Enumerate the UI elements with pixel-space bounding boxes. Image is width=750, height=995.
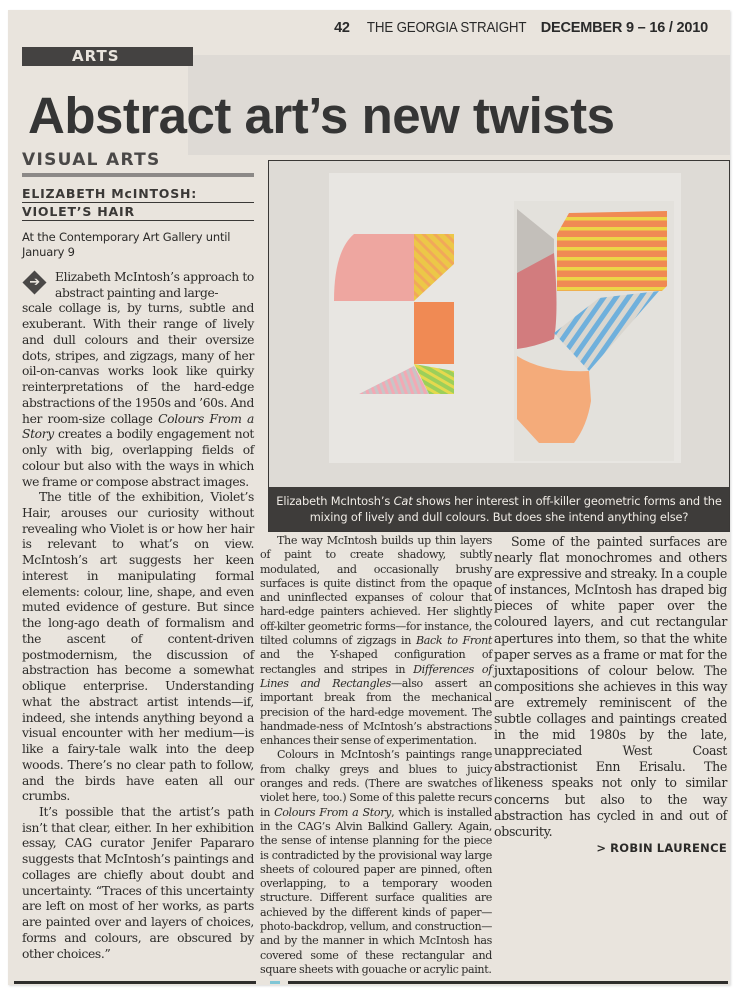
paragraph-1	[22, 270, 254, 490]
column-1	[22, 150, 254, 962]
orange-yellow-striped-block	[557, 211, 667, 291]
exhibition-venue: At the Contemporary Art Gallery until January 9	[22, 230, 231, 259]
exhibition-title	[22, 185, 254, 221]
publication-name: THE GEORGIA STRAIGHT	[366, 20, 526, 36]
caption-text-start: Elizabeth McIntosh’s	[276, 494, 394, 508]
paragraph-1-text: scale collage is, by turns, subtle and exuberant. With their range of lively and dull colours and their oversize dots, stripes, and zigzags, many of her oil-on-canvas works look like quirky reinterpretations of the hard-edge abstractions of the 1950s and ’60s. And her room-size collage	[22, 301, 254, 426]
paragraph-5-text-a: Colours in McIntosh’s paintings range from chalky greys and blues to juicy oranges and reds. (There are swatches of violet here, too.) Some of this palette recurs in	[260, 748, 492, 819]
artwork-cat-image	[269, 161, 729, 487]
caption-text-end: shows her interest in off-killer geometric forms and the mixing of lively and dull colours. But does she intend anything else?	[309, 494, 722, 524]
artwork-title: Colours From a Story	[274, 805, 392, 819]
caption-artwork-title: Cat	[393, 494, 413, 508]
paragraph-1-lead: Elizabeth McIntosh’s approach to abstract painting and large-	[55, 270, 254, 300]
paragraph-6: Some of the painted surfaces are nearly flat monochromes and others are expressive and streaky. In a couple of instances, McIntosh has draped big pieces of white paper over the coloured layers, and cut rectangular apertures into them, so that the white paper serves as a frame or mat for the juxtapositions of colour below. The compositions she achieves in this way are extremely reminiscent of the subtle collages and paintings created in the mid 1980s by the late, unappreciated West Coast abstractionist Enn Erisalu. The likeness speaks not only to similar concerns but also to the way abstraction has cycled in and out of obscurity.	[494, 534, 727, 839]
column-label: VISUAL ARTS	[22, 150, 254, 177]
paragraph-4-text-b: and the Y-shaped configuration of rectangles and stripes in	[260, 648, 492, 676]
headline: Abstract art’s new twists	[28, 87, 615, 144]
artwork-title: Colours From a Story	[22, 411, 254, 442]
byline: > ROBIN LAURENCE	[596, 840, 727, 855]
artwork-title: Back to Front	[415, 634, 492, 648]
exhibition-title-line-1: ELIZABETH McINTOSH:	[22, 185, 254, 203]
photo-caption	[269, 487, 729, 531]
bottom-accent	[270, 981, 280, 984]
arrow-right-diamond-icon: ➔	[22, 270, 46, 294]
artwork-title: Differences of Lines and Rectangles	[260, 662, 492, 690]
paragraph-1-end: creates a bodily engagement not only with big, overlapping fields of colour but also with the ways in which we frame or compose abstract images.	[22, 427, 254, 489]
artwork-photo	[268, 160, 730, 532]
issue-date: DECEMBER 9 – 16 / 2010	[540, 20, 708, 36]
masthead	[334, 20, 708, 36]
paragraph-4-text-c: —also assert an important break from the mechanical precision of the hard-edge movement. The handmade-ness of McIntosh’s abstractions enhances their sense of experimentation.	[260, 676, 492, 748]
paragraph-5-text-b: , which is installed in the CAG’s Alvin Balkind Gallery. Again, the sense of intense planning for the piece is contradicted by the provisional way large sheets of coloured paper are pinned, often overlapping, to a temporary wooden structure. Different surface qualities are achieved by the different kinds of paper—photo-backdrop, vellum, and construction—and by the manner in which McIntosh has covered some of these rectangular and square sheets with gouache or acrylic paint.	[260, 805, 492, 976]
section-tab-label: ARTS	[72, 47, 120, 65]
exhibition-title-line-2: VIOLET’S HAIR	[22, 203, 254, 221]
section-tab	[22, 47, 193, 66]
newspaper-page	[8, 10, 730, 985]
article-body-col2	[260, 534, 492, 977]
paragraph-3: It’s possible that the artist’s path isn’t that clear, either. In her exhibition essay, CAG curator Jenifer Papararo suggests that McIntosh’s paintings and collages are chiefly about doubt and uncertainty. “Traces of this uncertainty are left on most of her works, as parts are painted over and layers of choices, forms and colours, are obscured by other choices.”	[22, 804, 254, 961]
paragraph-4-text-a: The way McIntosh builds up thin layers of paint to create shadowy, subtly modulated, and occasionally brushy surfaces is quite distinct from the opaque and uninflected expanses of colour that hard-edge painters achieved. Her slightly off-kilter geometric forms—for instance, the tilted columns of zigzags in	[260, 534, 492, 648]
bottom-rule	[288, 981, 728, 984]
article-body-col3	[494, 534, 727, 856]
orange-square	[414, 302, 454, 364]
paragraph-4	[260, 534, 492, 748]
paragraph-2: The title of the exhibition, Violet’s Hair, arouses our curiosity without revealing who Violet is or how her hair is relevant to what’s on view. McIntosh’s art suggests her keen interest in manipulating formal elements: colour, line, shape, and even muted evidence of gesture. But since the long-ago death of formalism and the ascent of content-driven postmodernism, the discussion of abstraction has become a somewhat oblique enterprise. Understanding what the abstract artist intends—if, indeed, she intends anything beyond a visual encounter with her medium—is like a fairy-tale walk into the deep woods. There’s no clear path to follow, and the birds have eaten all our crumbs.	[22, 490, 254, 804]
paragraph-5	[260, 748, 492, 977]
page-number: 42	[334, 20, 350, 36]
bottom-rule	[14, 981, 256, 984]
pink-quarter-circle	[334, 234, 414, 301]
article-body-col1	[22, 270, 254, 962]
